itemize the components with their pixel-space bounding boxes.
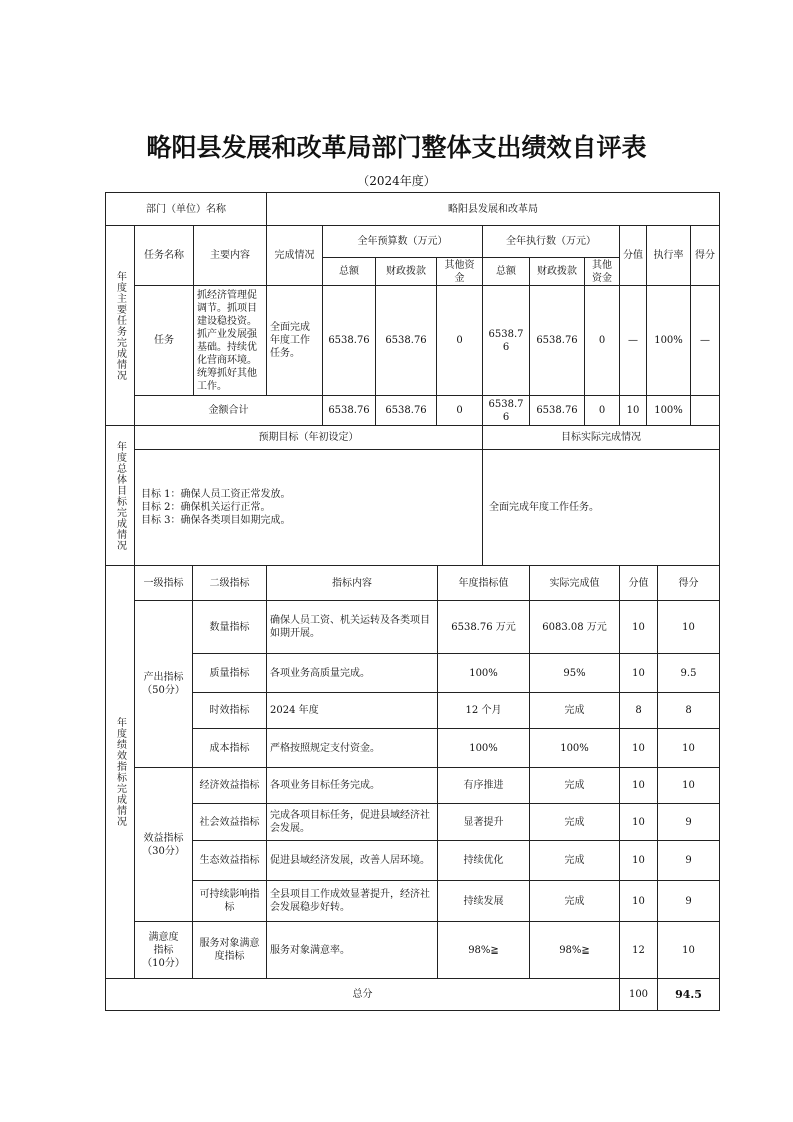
task-name: 任务 <box>134 285 194 396</box>
indicator-content: 确保人员工资、机关运转及各类项目如期开展。 <box>266 600 438 654</box>
header-exec-total: 总额 <box>482 257 530 286</box>
indicator-value: 10 <box>619 767 658 804</box>
indicator-actual: 完成 <box>529 692 620 729</box>
indicator-content: 2024 年度 <box>266 692 438 729</box>
header-rate: 执行率 <box>646 225 691 286</box>
indicator-target: 100% <box>437 653 530 693</box>
task-content: 抓经济管理促调节。抓项目建设稳投资。抓产业发展强基础。持续优化营商环境。统筹抓好其他工作。 <box>193 285 267 396</box>
dept-value: 略阳县发展和改革局 <box>266 192 720 226</box>
indicator-target: 有序推进 <box>437 767 530 804</box>
indicator-actual: 95% <box>529 653 620 693</box>
indicator-level2: 成本指标 <box>192 728 267 768</box>
indicator-header: 年度指标值 <box>437 565 530 601</box>
indicator-target: 6538.76 万元 <box>437 600 530 654</box>
page-subtitle: （2024年度） <box>357 174 436 188</box>
indicator-score: 10 <box>657 728 720 768</box>
actual-goals: 全面完成年度工作任务。 <box>482 449 720 566</box>
indicator-score: 10 <box>657 600 720 654</box>
indicator-actual: 完成 <box>529 840 620 881</box>
sum-budget-total: 6538.76 <box>322 395 376 426</box>
task-budget-total: 6538.76 <box>322 285 376 396</box>
page-title: 略阳县发展和改革局部门整体支出绩效自评表 <box>146 133 647 162</box>
sum-rate: 100% <box>646 395 691 426</box>
indicator-actual: 6083.08 万元 <box>529 600 620 654</box>
sum-exec-total: 6538.76 <box>482 395 530 426</box>
indicator-level2: 社会效益指标 <box>192 803 267 841</box>
indicator-content: 全县项目工作成效显著提升，经济社会发展稳步好转。 <box>266 880 438 922</box>
sum-exec-other: 0 <box>584 395 620 426</box>
indicators-side-label: 年度绩效指标完成情况 <box>105 565 135 979</box>
indicator-actual: 完成 <box>529 880 620 922</box>
expected-header: 预期目标（年初设定） <box>134 425 483 450</box>
indicator-target: 12 个月 <box>437 692 530 729</box>
indicator-level2: 时效指标 <box>192 692 267 729</box>
indicator-value: 10 <box>619 880 658 922</box>
indicator-content: 各项业务高质量完成。 <box>266 653 438 693</box>
indicator-score: 9 <box>657 880 720 922</box>
task-exec-fiscal: 6538.76 <box>529 285 585 396</box>
indicator-header: 一级指标 <box>134 565 193 601</box>
goals-side-label: 年度总体目标完成情况 <box>105 425 135 566</box>
indicator-content: 促进县域经济发展，改善人居环境。 <box>266 840 438 881</box>
sum-score-value: 10 <box>619 395 647 426</box>
header-exec-other: 其他资金 <box>584 257 620 286</box>
header-budget: 全年预算数（万元） <box>322 225 483 258</box>
dept-label: 部门（单位）名称 <box>105 192 267 226</box>
indicator-content: 服务对象满意率。 <box>266 921 438 979</box>
expected-goals: 目标 1：确保人员工资正常发放。 目标 2：确保机关运行正常。 目标 3：确保各类项目如期完成。 <box>134 449 483 566</box>
tasks-side-label: 年度主要任务完成情况 <box>105 225 135 426</box>
indicator-score: 8 <box>657 692 720 729</box>
indicator-score: 9 <box>657 840 720 881</box>
indicator-value: 12 <box>619 921 658 979</box>
sum-label: 金额合计 <box>134 395 323 426</box>
group-benefit: 效益指标 （30分） <box>134 767 193 922</box>
total-label: 总分 <box>105 978 620 1011</box>
indicator-target: 100% <box>437 728 530 768</box>
header-budget-total: 总额 <box>322 257 376 286</box>
indicator-content: 完成各项目标任务，促进县域经济社会发展。 <box>266 803 438 841</box>
indicator-actual: 完成 <box>529 803 620 841</box>
indicator-score: 9.5 <box>657 653 720 693</box>
header-score: 得分 <box>690 225 720 286</box>
indicator-value: 10 <box>619 728 658 768</box>
indicator-level2: 数量指标 <box>192 600 267 654</box>
sum-budget-fiscal: 6538.76 <box>375 395 437 426</box>
task-budget-fiscal: 6538.76 <box>375 285 437 396</box>
indicator-target: 持续发展 <box>437 880 530 922</box>
header-budget-fiscal: 财政拨款 <box>375 257 437 286</box>
header-task-name: 任务名称 <box>134 225 194 286</box>
indicator-score: 10 <box>657 767 720 804</box>
task-budget-other: 0 <box>436 285 483 396</box>
indicator-content: 各项业务目标任务完成。 <box>266 767 438 804</box>
indicator-level2: 可持续影响指标 <box>192 880 267 922</box>
indicator-actual: 100% <box>529 728 620 768</box>
header-exec: 全年执行数（万元） <box>482 225 620 258</box>
task-exec-total: 6538.76 <box>482 285 530 396</box>
indicator-header: 二级指标 <box>192 565 267 601</box>
indicator-score: 9 <box>657 803 720 841</box>
indicator-target: 持续优化 <box>437 840 530 881</box>
indicator-content: 严格按照规定支付资金。 <box>266 728 438 768</box>
indicator-level2: 服务对象满意度指标 <box>192 921 267 979</box>
indicator-score: 10 <box>657 921 720 979</box>
header-status: 完成情况 <box>266 225 323 286</box>
indicator-header: 实际完成值 <box>529 565 620 601</box>
indicator-header: 指标内容 <box>266 565 438 601</box>
indicator-value: 8 <box>619 692 658 729</box>
indicator-header: 得分 <box>657 565 720 601</box>
task-score: — <box>690 285 720 396</box>
header-score-value: 分值 <box>619 225 647 286</box>
task-score-value: — <box>619 285 647 396</box>
group-output: 产出指标 （50分） <box>134 600 193 768</box>
indicator-level2: 质量指标 <box>192 653 267 693</box>
task-status: 全面完成年度工作任务。 <box>266 285 323 396</box>
header-main-content: 主要内容 <box>193 225 267 286</box>
sum-exec-fiscal: 6538.76 <box>529 395 585 426</box>
group-satisfaction: 满意度 指标 （10分） <box>134 921 193 979</box>
indicator-level2: 经济效益指标 <box>192 767 267 804</box>
total-value: 100 <box>619 978 658 1011</box>
header-budget-other: 其他资金 <box>436 257 483 286</box>
indicator-target: 98%≧ <box>437 921 530 979</box>
sum-budget-other: 0 <box>436 395 483 426</box>
indicator-value: 10 <box>619 840 658 881</box>
indicator-header: 分值 <box>619 565 658 601</box>
header-exec-fiscal: 财政拨款 <box>529 257 585 286</box>
sum-score <box>690 395 720 426</box>
task-exec-other: 0 <box>584 285 620 396</box>
indicator-actual: 98%≧ <box>529 921 620 979</box>
task-rate: 100% <box>646 285 691 396</box>
indicator-value: 10 <box>619 653 658 693</box>
indicator-value: 10 <box>619 600 658 654</box>
total-score: 94.5 <box>657 978 720 1011</box>
indicator-target: 显著提升 <box>437 803 530 841</box>
indicator-level2: 生态效益指标 <box>192 840 267 881</box>
indicator-value: 10 <box>619 803 658 841</box>
actual-header: 目标实际完成情况 <box>482 425 720 450</box>
indicator-actual: 完成 <box>529 767 620 804</box>
